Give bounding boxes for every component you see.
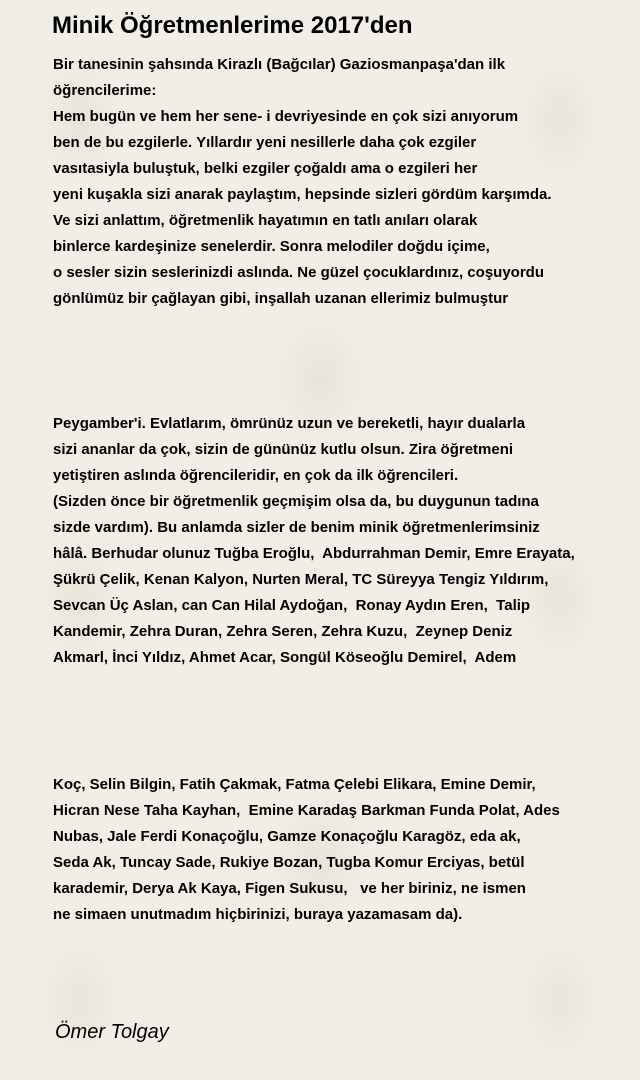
poem-line: Akmarl, İnci Yıldız, Ahmet Acar, Songül Köseoğlu Demirel, Adem <box>53 649 517 666</box>
poem-line: Bir tanesinin şahsında Kirazlı (Bağcılar) Gaziosmanpaşa'dan ilk <box>53 56 506 73</box>
poem-author: Ömer Tolgay <box>55 1021 169 1043</box>
poem-line: Hicran Nese Taha Kayhan, Emine Karadaş Barkman Funda Polat, Ades <box>53 802 560 819</box>
poem-line: Kandemir, Zehra Duran, Zehra Seren, Zehra Kuzu, Zeynep Deniz <box>53 623 513 640</box>
poem-line: o sesler sizin seslerinizdi aslında. Ne güzel çocuklardınız, coşuyordu <box>53 264 544 281</box>
poem-line: (Sizden önce bir öğretmenlik geçmişim olsa da, bu duygunun tadına <box>53 493 539 510</box>
poem-line: karademir, Derya Ak Kaya, Figen Sukusu, ve her biriniz, ne ismen <box>53 880 526 897</box>
poem-line: sizi ananlar da çok, sizin de gününüz kutlu olsun. Zira öğretmeni <box>53 441 514 458</box>
poem-line: Nubas, Jale Ferdi Konaçoğlu, Gamze Konaçoğlu Karagöz, eda ak, <box>53 828 521 845</box>
poem-line: Koç, Selin Bilgin, Fatih Çakmak, Fatma Çelebi Elikara, Emine Demir, <box>53 776 536 793</box>
poem-line: Ve sizi anlattım, öğretmenlik hayatımın en tatlı anıları olarak <box>53 212 478 229</box>
poem-line: sizde vardım). Bu anlamda sizler de benim minik öğretmenlerimsiniz <box>53 519 540 536</box>
poem-stanza-1 <box>53 52 552 312</box>
poem-title: Minik Öğretmenlerime 2017'den <box>52 12 413 39</box>
poem-line: binlerce kardeşinize senelerdir. Sonra melodiler doğdu içime, <box>53 238 490 255</box>
poem-line: Peygamber'i. Evlatlarım, ömrünüz uzun ve bereketli, hayır dualarla <box>53 415 526 432</box>
poem-line: yetiştiren aslında öğrencileridir, en çok da ilk öğrencileri. <box>53 467 459 484</box>
poem-line: gönlümüz bir çağlayan gibi, inşallah uzanan ellerimiz bulmuştur <box>53 290 509 307</box>
poem-line: Sevcan Üç Aslan, can Can Hilal Aydoğan, Ronay Aydın Eren, Talip <box>53 597 531 614</box>
poem-stanza-3 <box>53 772 560 928</box>
poem-line: ben de bu ezgilerle. Yıllardır yeni nesillerle daha çok ezgiler <box>53 134 477 151</box>
poem-line: hâlâ. Berhudar olunuz Tuğba Eroğlu, Abdurrahman Demir, Emre Erayata, <box>53 545 575 562</box>
poem-stanza-2 <box>53 411 575 671</box>
poem-line: Seda Ak, Tuncay Sade, Rukiye Bozan, Tugba Komur Erciyas, betül <box>53 854 525 871</box>
poem-line: yeni kuşakla sizi anarak paylaştım, hepsinde sizleri gördüm karşımda. <box>53 186 552 203</box>
poem-line: öğrencilerime: <box>53 82 157 99</box>
poem-line: Hem bugün ve hem her sene- i devriyesinde en çok sizi anıyorum <box>53 108 519 125</box>
poem-line: ne simaen unutmadım hiçbirinizi, buraya yazamasam da). <box>53 906 463 923</box>
poem-line: vasıtasiyla buluştuk, belki ezgiler çoğaldı ama o ezgileri her <box>53 160 478 177</box>
poem-line: Şükrü Çelik, Kenan Kalyon, Nurten Meral, TC Süreyya Tengiz Yıldırım, <box>53 571 549 588</box>
